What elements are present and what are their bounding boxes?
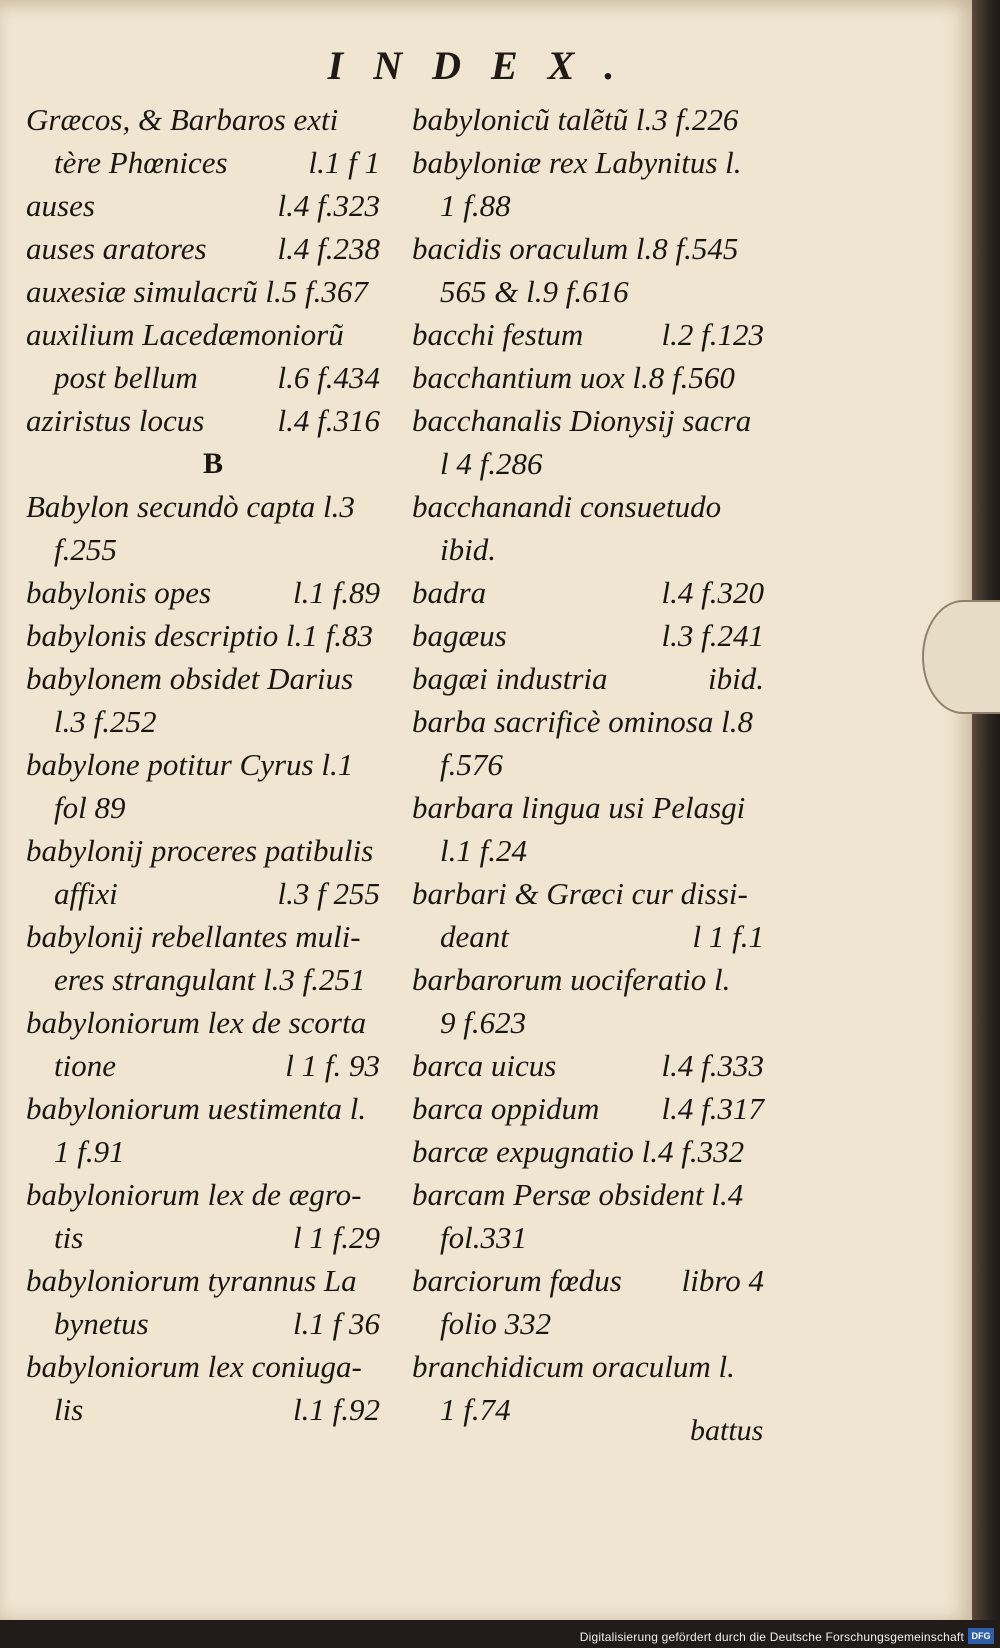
entry-text: barbarorum uociferatio l. xyxy=(412,962,731,997)
entry-line xyxy=(26,571,380,614)
entry-text: auses aratores xyxy=(26,231,207,266)
index-entry xyxy=(26,184,380,227)
entry-reference: l.4 f.323 xyxy=(277,188,380,223)
entry-continuation xyxy=(412,270,764,313)
index-entry xyxy=(412,1044,764,1087)
entry-line xyxy=(26,98,380,141)
entry-text: bynetus xyxy=(54,1306,149,1341)
entry-continuation xyxy=(26,958,380,1001)
index-entry xyxy=(412,485,764,571)
entry-line xyxy=(412,700,764,743)
entry-continuation xyxy=(26,786,380,829)
entry-text: 565 & l.9 f.616 xyxy=(440,274,629,309)
index-entry xyxy=(26,227,380,270)
entry-line xyxy=(412,614,764,657)
index-entry xyxy=(26,270,380,313)
entry-text: 1 f.91 xyxy=(54,1134,125,1169)
index-entry xyxy=(26,915,380,1001)
entry-line xyxy=(412,485,764,528)
entry-text: babylonij proceres patibulis xyxy=(26,833,374,868)
entry-text: babyloniorum lex coniuga- xyxy=(26,1349,362,1384)
entry-line xyxy=(412,657,764,700)
entry-line xyxy=(26,184,380,227)
entry-text: l 4 f.286 xyxy=(440,446,543,481)
entry-reference: l.2 f.123 xyxy=(661,317,764,352)
entry-text: 9 f.623 xyxy=(440,1005,527,1040)
entry-text: barciorum fœdus xyxy=(412,1263,622,1298)
entry-continuation xyxy=(26,141,380,184)
index-entry xyxy=(412,98,764,141)
entry-text: aziristus locus xyxy=(26,403,205,438)
entry-continuation xyxy=(26,872,380,915)
entry-text: bagæus xyxy=(412,618,507,653)
entry-line xyxy=(412,571,764,614)
entry-reference: l.1 f 1 xyxy=(308,145,380,180)
entry-text: Babylon secundò capta l.3 xyxy=(26,489,355,524)
entry-line xyxy=(26,270,380,313)
index-entry xyxy=(26,1173,380,1259)
entry-text: babyloniæ rex Labynitus l. xyxy=(412,145,742,180)
index-entry xyxy=(26,313,380,399)
index-entry xyxy=(26,1345,380,1431)
index-entry xyxy=(412,700,764,786)
index-column-left xyxy=(26,98,380,1431)
entry-text: 1 f.74 xyxy=(440,1392,511,1427)
entry-text: post bellum xyxy=(54,360,198,395)
index-entry xyxy=(412,399,764,485)
entry-text: l.3 f.252 xyxy=(54,704,157,739)
entry-line xyxy=(26,1173,380,1216)
entry-reference: l 1 f. 93 xyxy=(285,1048,380,1083)
entry-text: bacchanalis Dionysij sacra xyxy=(412,403,752,438)
entry-line xyxy=(26,485,380,528)
entry-text: barca oppidum xyxy=(412,1091,600,1126)
entry-text: fol.331 xyxy=(440,1220,527,1255)
entry-line xyxy=(26,1087,380,1130)
index-entry xyxy=(412,1130,764,1173)
entry-reference: l.4 f.317 xyxy=(661,1091,764,1126)
entry-text: auxilium Lacedæmoniorũ xyxy=(26,317,344,352)
entry-text: badra xyxy=(412,575,487,610)
entry-continuation xyxy=(412,915,764,958)
entry-text: barbara lingua usi Pelasgi xyxy=(412,790,746,825)
entry-text: tère Phœnices xyxy=(54,145,228,180)
entry-line xyxy=(26,227,380,270)
index-entry xyxy=(412,356,764,399)
entry-reference: libro 4 xyxy=(681,1263,764,1298)
entry-text: tis xyxy=(54,1220,84,1255)
entry-text: babylonis opes xyxy=(26,575,212,610)
entry-line xyxy=(26,657,380,700)
index-entry xyxy=(412,1173,764,1259)
page-header: INDEX. xyxy=(327,43,645,88)
entry-text: babyloniorum uestimenta l. xyxy=(26,1091,367,1126)
entry-text: bacidis oraculum l.8 f.545 xyxy=(412,231,739,266)
page-edge xyxy=(972,0,1000,1620)
index-entry xyxy=(26,743,380,829)
entry-text: l.1 f.24 xyxy=(440,833,527,868)
entry-continuation xyxy=(412,1001,764,1044)
footer-credit: Digitalisierung gefördert durch die Deutsche Forschungsgemeinschaft xyxy=(579,1630,964,1644)
index-entry xyxy=(26,829,380,915)
entry-reference: l.1 f 36 xyxy=(293,1306,380,1341)
entry-continuation xyxy=(26,700,380,743)
index-entry xyxy=(26,571,380,614)
entry-text: affixi xyxy=(54,876,118,911)
entry-line xyxy=(412,958,764,1001)
entry-text: barcæ expugnatio l.4 f.332 xyxy=(412,1134,745,1169)
index-entry xyxy=(412,872,764,958)
entry-continuation xyxy=(26,1302,380,1345)
entry-text: 1 f.88 xyxy=(440,188,511,223)
index-entry xyxy=(412,958,764,1044)
entry-text: babylonem obsidet Darius xyxy=(26,661,354,696)
entry-text: babyloniorum tyrannus La xyxy=(26,1263,357,1298)
entry-line xyxy=(412,399,764,442)
index-entry xyxy=(26,1087,380,1173)
entry-reference: l.4 f.320 xyxy=(661,575,764,610)
entry-text: babylone potitur Cyrus l.1 xyxy=(26,747,354,782)
entry-text: babylonis descriptio l.1 f.83 xyxy=(26,618,374,653)
entry-text: bacchantium uox l.8 f.560 xyxy=(412,360,735,395)
entry-text: bagæi industria xyxy=(412,661,608,696)
entry-line xyxy=(26,614,380,657)
index-entry xyxy=(26,98,380,184)
index-entry xyxy=(412,614,764,657)
entry-reference: l 1 f.29 xyxy=(293,1220,380,1255)
index-entry xyxy=(412,141,764,227)
entry-text: branchidicum oraculum l. xyxy=(412,1349,735,1384)
section-letter: B xyxy=(202,447,223,480)
entry-line xyxy=(26,313,380,356)
dfg-logo: DFG xyxy=(968,1628,994,1644)
entry-reference: l 1 f.1 xyxy=(692,919,764,954)
entry-line xyxy=(26,399,380,442)
entry-line xyxy=(26,915,380,958)
entry-line xyxy=(26,1259,380,1302)
index-entry xyxy=(412,571,764,614)
thumb-tab-notch xyxy=(922,600,1000,714)
entry-continuation xyxy=(412,1302,764,1345)
index-entry xyxy=(26,399,380,442)
entry-line xyxy=(412,1130,764,1173)
entry-reference: ibid. xyxy=(708,661,764,696)
entry-text: bacchi festum xyxy=(412,317,584,352)
entry-reference: l.4 f.238 xyxy=(277,231,380,266)
entry-continuation xyxy=(26,1216,380,1259)
entry-text: ibid. xyxy=(440,532,496,567)
entry-reference: l.6 f.434 xyxy=(277,360,380,395)
entry-line xyxy=(412,786,764,829)
entry-text: barbari & Græci cur dissi- xyxy=(412,876,748,911)
index-entry xyxy=(412,1087,764,1130)
entry-line xyxy=(26,1345,380,1388)
entry-line xyxy=(412,356,764,399)
entry-text: tione xyxy=(54,1048,116,1083)
entry-text: Græcos, & Barbaros exti xyxy=(26,102,339,137)
entry-text: lis xyxy=(54,1392,84,1427)
entry-text: barcam Persæ obsident l.4 xyxy=(412,1177,744,1212)
entry-text: babyloniorum lex de scorta xyxy=(26,1005,367,1040)
entry-reference: l.3 f.241 xyxy=(661,618,764,653)
index-entry xyxy=(26,1259,380,1345)
entry-continuation xyxy=(412,528,764,571)
entry-continuation xyxy=(26,1130,380,1173)
entry-line xyxy=(412,98,764,141)
entry-text: barba sacrificè ominosa l.8 xyxy=(412,704,753,739)
entry-continuation xyxy=(412,184,764,227)
entry-text: auses xyxy=(26,188,95,223)
entry-text: babyloniorum lex de ægro- xyxy=(26,1177,362,1212)
index-entry xyxy=(26,1001,380,1087)
entry-reference: l.4 f.333 xyxy=(661,1048,764,1083)
entry-line xyxy=(26,829,380,872)
entry-text: f.576 xyxy=(440,747,503,782)
index-entry xyxy=(26,657,380,743)
entry-continuation xyxy=(412,1216,764,1259)
entry-text: barca uicus xyxy=(412,1048,557,1083)
entry-text: eres strangulant l.3 f.251 xyxy=(54,962,366,997)
entry-continuation xyxy=(26,356,380,399)
entry-line xyxy=(26,743,380,786)
entry-text: auxesiæ simulacrũ l.5 f.367 xyxy=(26,274,368,309)
entry-reference: l.4 f.316 xyxy=(277,403,380,438)
entry-line xyxy=(412,1087,764,1130)
entry-line xyxy=(412,313,764,356)
entry-reference: l.1 f.89 xyxy=(293,575,380,610)
entry-text: babylonicũ talẽtũ l.3 f.226 xyxy=(412,102,739,137)
index-entry xyxy=(412,313,764,356)
entry-text: folio 332 xyxy=(440,1306,552,1341)
index-entry xyxy=(26,614,380,657)
entry-continuation xyxy=(26,528,380,571)
entry-line xyxy=(412,1345,764,1388)
entry-continuation xyxy=(412,829,764,872)
entry-text: fol 89 xyxy=(54,790,126,825)
entry-text: deant xyxy=(440,919,509,954)
entry-continuation xyxy=(26,1388,380,1431)
index-entry xyxy=(412,657,764,700)
entry-text: bacchanandi consuetudo xyxy=(412,489,722,524)
entry-line xyxy=(412,1259,764,1302)
index-entry xyxy=(412,227,764,313)
index-entry xyxy=(412,1259,764,1345)
entry-line xyxy=(412,1044,764,1087)
entry-continuation xyxy=(26,1044,380,1087)
entry-reference: l.1 f.92 xyxy=(293,1392,380,1427)
entry-line xyxy=(26,1001,380,1044)
entry-line xyxy=(412,1173,764,1216)
index-entry xyxy=(412,786,764,872)
catchword: battus xyxy=(690,1414,764,1447)
entry-line xyxy=(412,872,764,915)
entry-continuation xyxy=(412,442,764,485)
entry-continuation xyxy=(412,743,764,786)
index-entry xyxy=(26,485,380,571)
entry-reference: l.3 f 255 xyxy=(277,876,380,911)
entry-line xyxy=(412,141,764,184)
entry-line xyxy=(412,227,764,270)
entry-text: f.255 xyxy=(54,532,117,567)
index-column-right xyxy=(412,98,764,1431)
entry-text: babylonij rebellantes muli- xyxy=(26,919,361,954)
